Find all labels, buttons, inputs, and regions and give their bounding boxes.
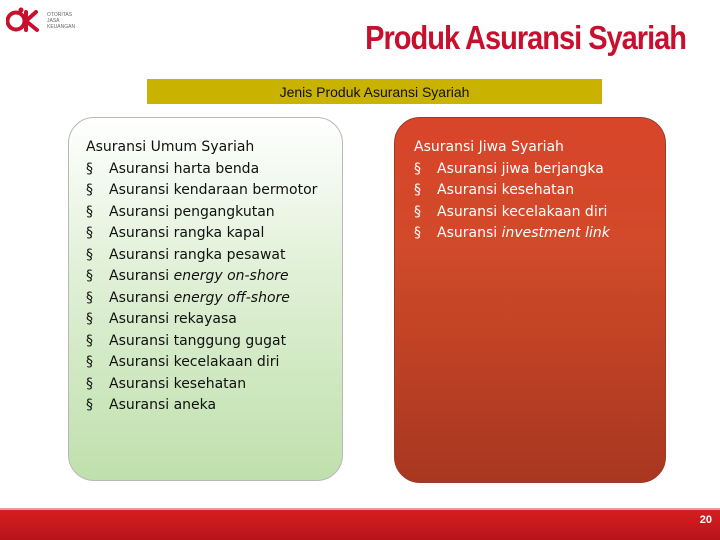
footer-divider bbox=[0, 508, 720, 510]
list-item bbox=[86, 395, 336, 417]
list-item bbox=[86, 266, 336, 288]
footer-bar bbox=[0, 508, 720, 540]
list-item-text: Asuransi bbox=[109, 268, 174, 284]
list-item-text: Asuransi harta benda bbox=[109, 160, 260, 177]
list-item-text: Asuransi tanggung gugat bbox=[109, 332, 287, 349]
list-item bbox=[86, 374, 336, 396]
bullet-icon: § bbox=[86, 311, 93, 327]
bullet-icon: § bbox=[86, 182, 93, 198]
list-item-text: Asuransi kesehatan bbox=[109, 375, 247, 392]
list-item bbox=[86, 245, 336, 267]
slide-title: Produk Asuransi Syariah bbox=[365, 20, 686, 57]
subtitle-bar bbox=[147, 79, 602, 104]
list-item-text: Asuransi bbox=[437, 225, 502, 241]
list-item-text: Asuransi kesehatan bbox=[437, 182, 575, 198]
general-insurance-heading: Asuransi Umum Syariah bbox=[86, 139, 255, 155]
list-item-text: Asuransi kecelakaan diri bbox=[437, 203, 608, 220]
list-item bbox=[414, 159, 664, 181]
bullet-icon: § bbox=[86, 203, 93, 220]
org-line: JASA bbox=[47, 18, 60, 24]
list-item-text: Asuransi kecelakaan diri bbox=[109, 354, 280, 370]
list-item-text: Asuransi pengangkutan bbox=[109, 203, 275, 220]
list-item bbox=[414, 202, 664, 224]
list-item-text: Asuransi jiwa berjangka bbox=[437, 160, 604, 177]
bullet-icon: § bbox=[414, 182, 421, 198]
list-item-italic-text: energy on-shore bbox=[173, 268, 289, 284]
bullet-icon: § bbox=[86, 354, 93, 370]
subtitle-text: Jenis Produk Asuransi Syariah bbox=[279, 83, 470, 100]
bullet-icon: § bbox=[86, 397, 93, 413]
life-insurance-heading: Asuransi Jiwa Syariah bbox=[414, 139, 564, 155]
ojk-logo-mark bbox=[6, 6, 42, 36]
general-insurance-items bbox=[86, 159, 336, 417]
list-item-italic-text: energy off-shore bbox=[173, 289, 290, 306]
bullet-icon: § bbox=[86, 289, 93, 306]
list-item-text: Asuransi rekayasa bbox=[109, 311, 237, 327]
list-item bbox=[414, 223, 664, 245]
bullet-icon: § bbox=[86, 160, 93, 177]
life-insurance-list bbox=[414, 137, 664, 245]
life-insurance-items bbox=[414, 159, 664, 245]
page-number: 20 bbox=[699, 514, 712, 526]
org-line: KEUANGAN bbox=[47, 24, 76, 30]
list-item bbox=[414, 180, 664, 202]
list-item-text: Asuransi aneka bbox=[109, 397, 217, 413]
list-item-text: Asuransi rangka pesawat bbox=[109, 246, 286, 263]
list-item bbox=[86, 352, 336, 374]
list-item-text: Asuransi bbox=[109, 289, 174, 306]
bullet-icon: § bbox=[86, 375, 93, 392]
list-item bbox=[86, 180, 336, 202]
bullet-icon: § bbox=[414, 225, 421, 241]
bullet-icon: § bbox=[414, 160, 421, 177]
list-item-text: Asuransi kendaraan bermotor bbox=[109, 182, 318, 198]
list-item-italic-text: investment link bbox=[501, 225, 610, 241]
list-item bbox=[86, 309, 336, 331]
list-item bbox=[86, 202, 336, 224]
ojk-logo bbox=[6, 6, 96, 36]
list-item bbox=[86, 288, 336, 310]
ojk-org-name bbox=[47, 12, 97, 30]
list-item bbox=[86, 331, 336, 353]
list-item bbox=[86, 159, 336, 181]
bullet-icon: § bbox=[86, 332, 93, 349]
bullet-icon: § bbox=[86, 225, 93, 241]
list-item-text: Asuransi rangka kapal bbox=[109, 225, 265, 241]
bullet-icon: § bbox=[86, 246, 93, 263]
general-insurance-list bbox=[86, 137, 336, 417]
list-item bbox=[86, 223, 336, 245]
bullet-icon: § bbox=[414, 203, 421, 220]
org-line: OTORITAS bbox=[47, 12, 73, 18]
bullet-icon: § bbox=[86, 268, 93, 284]
